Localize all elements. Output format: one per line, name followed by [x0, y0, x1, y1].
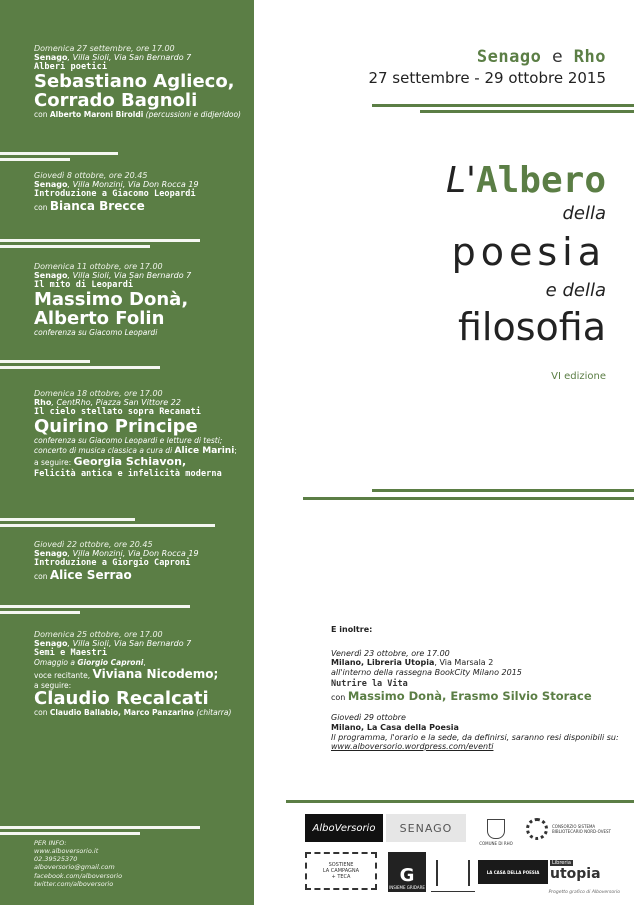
event-note: concerto di musica classica a cura di Alice Marini;: [34, 445, 237, 456]
divider: [0, 605, 190, 608]
event-with: con Alberto Maroni Biroldi (percussioni e didjeridoo): [34, 109, 241, 119]
utopia-logo: Libreria utopia: [550, 860, 601, 882]
event-homage: Omaggio a Giorgio Caproni,: [34, 658, 146, 668]
event-voice: voce recitante, Viviana Nicodemo;: [34, 666, 219, 681]
event-date: Domenica 25 ottobre, ore 17.00: [34, 630, 163, 639]
extra-event-with: con Massimo Donà, Erasmo Silvio Storace: [331, 688, 592, 703]
event-note: conferenza su Giacomo Leopardi e letture di testi;: [34, 436, 223, 446]
event-topic: Introduzione a Giacomo Leopardi: [34, 189, 196, 200]
extra-event-note: Il programma, l'orario e la sede, da definirsi, saranno resi disponibili su:: [331, 732, 619, 742]
event-5: [34, 540, 249, 583]
event-date: Giovedì 8 ottobre, ore 20.45: [34, 171, 148, 180]
event-speaker: Alberto Folin: [34, 308, 165, 330]
festival-dates: 27 settembre - 29 ottobre 2015: [368, 69, 606, 87]
title-poesia: poesia: [451, 230, 606, 274]
divider: [0, 245, 150, 248]
info-facebook[interactable]: facebook.com/alboversorio: [34, 871, 123, 880]
event-2: [34, 171, 249, 214]
event-date: Domenica 18 ottobre, ore 17.00: [34, 389, 163, 398]
extra-event-topic: Nutrire la Vita: [331, 679, 408, 690]
event-place: Senago, Villa Monzini, Via Don Rocca 19: [34, 549, 199, 559]
event-date: Giovedì 22 ottobre, ore 20.45: [34, 540, 153, 549]
extra-heading: E inoltre:: [331, 625, 373, 634]
event-1: [34, 44, 249, 120]
title-line-1: L'Albero: [446, 160, 606, 201]
event-6: [34, 630, 249, 718]
program-panel: [0, 0, 254, 905]
event-speaker: Corrado Bagnoli: [34, 90, 198, 112]
event-follow: a seguire:: [34, 680, 72, 690]
figures-icon: [436, 860, 470, 886]
extra-event-place: Milano, Libreria Utopia, Via Marsala 2: [331, 658, 494, 668]
event-place: Senago, Villa Sioli, Via San Bernardo 7: [34, 639, 192, 649]
festival-title: [446, 160, 606, 382]
rho-logo: COMUNE DI RHO: [476, 812, 516, 846]
edition: VI edizione: [551, 371, 606, 382]
divider: [0, 826, 200, 829]
divider: [0, 152, 118, 155]
event-topic: Felicità antica e infelicità moderna: [34, 468, 222, 479]
header: [368, 47, 606, 87]
event-4: [34, 389, 249, 479]
insieme-gridare-logo: G INSIEME GRIDARE: [388, 852, 426, 892]
spiral-icon: [526, 818, 548, 840]
extra-event-date: Venerdì 23 ottobre, ore 17.00: [331, 648, 450, 658]
extra-event-context: all'interno della rassegna BookCity Milano 2015: [331, 667, 522, 677]
additional-events: [331, 625, 621, 752]
divider: [0, 360, 90, 363]
event-date: Domenica 11 ottobre, ore 17.00: [34, 262, 163, 271]
event-topic: Semi e Maestri: [34, 648, 108, 659]
divider: [286, 800, 634, 803]
alboversorio-logo: AlboVersorio: [305, 814, 383, 842]
event-speaker: Quirino Principe: [34, 416, 198, 438]
divider: [0, 239, 200, 242]
divider: [303, 497, 634, 500]
consorzio-logo: CONSORZIO SISTEMA BIBLIOTECARIO NORD-OVEST: [526, 812, 626, 846]
extra-event-date: Giovedì 29 ottobre: [331, 713, 406, 723]
info-phone: 02.39525370: [34, 855, 78, 864]
cities: Senago e Rho: [476, 47, 606, 67]
title-della: della: [562, 203, 606, 224]
event-topic: Il mito di Leopardi: [34, 280, 134, 291]
event-place: Senago, Villa Sioli, Via San Bernardo 7: [34, 271, 192, 281]
contact-info: [34, 839, 122, 888]
figures-logo: [431, 854, 475, 892]
divider: [0, 524, 215, 527]
divider: [372, 104, 634, 107]
divider: [0, 611, 80, 614]
event-with: con Alice Serrao: [34, 568, 132, 583]
info-email[interactable]: alboversorio@gmail.com: [34, 863, 115, 872]
event-note: conferenza su Giacomo Leopardi: [34, 327, 158, 337]
sostiene-logo: SOSTIENE LA CAMPAGNA + TECA: [305, 852, 377, 890]
extra-event-place: Milano, La Casa della Poesia: [331, 722, 459, 732]
event-speaker: Massimo Donà,: [34, 289, 189, 311]
event-3: [34, 262, 249, 338]
event-date: Domenica 27 settembre, ore 17.00: [34, 44, 175, 53]
event-place: Senago, Villa Sioli, Via San Bernardo 7: [34, 53, 192, 63]
senago-logo: SENAGO: [386, 814, 466, 842]
divider: [0, 518, 135, 521]
event-speaker: Claudio Recalcati: [34, 688, 209, 710]
g-icon: G: [399, 865, 415, 886]
event-topic: Il cielo stellato sopra Recanati: [34, 407, 201, 418]
divider: [0, 832, 140, 835]
event-with: con Bianca Brecce: [34, 199, 145, 214]
divider: [0, 158, 70, 161]
event-speaker: Sebastiano Aglieco,: [34, 71, 235, 93]
sponsor-logos: [300, 808, 630, 898]
extra-event-link[interactable]: www.alboversorio.wordpress.com/eventi: [331, 742, 494, 752]
event-place: Senago, Villa Monzini, Via Don Rocca 19: [34, 180, 199, 190]
divider: [420, 110, 634, 113]
title-filosofia: filosofia: [457, 305, 606, 349]
title-e-della: e della: [545, 280, 606, 301]
info-twitter[interactable]: twitter.com/alboversorio: [34, 879, 114, 888]
event-follow: a seguire: Georgia Schiavon,: [34, 455, 187, 468]
event-with: con Claudio Ballabio, Marco Panzarino (chitarra): [34, 708, 232, 718]
event-topic: Introduzione a Giorgio Caproni: [34, 558, 191, 569]
divider: [0, 366, 160, 369]
shield-icon: [487, 819, 505, 839]
design-credit: Progetto grafico di Alboversorio: [548, 890, 620, 895]
info-website[interactable]: www.alboversorio.it: [34, 847, 99, 856]
info-label: PER INFO:: [34, 839, 67, 847]
event-place: Rho, CentRho, Piazza San Vittore 22: [34, 398, 181, 408]
divider: [372, 489, 634, 492]
event-topic: Alberi poetici: [34, 62, 108, 73]
casa-della-poesia-logo: LA CASA DELLA POESIA: [478, 860, 548, 884]
